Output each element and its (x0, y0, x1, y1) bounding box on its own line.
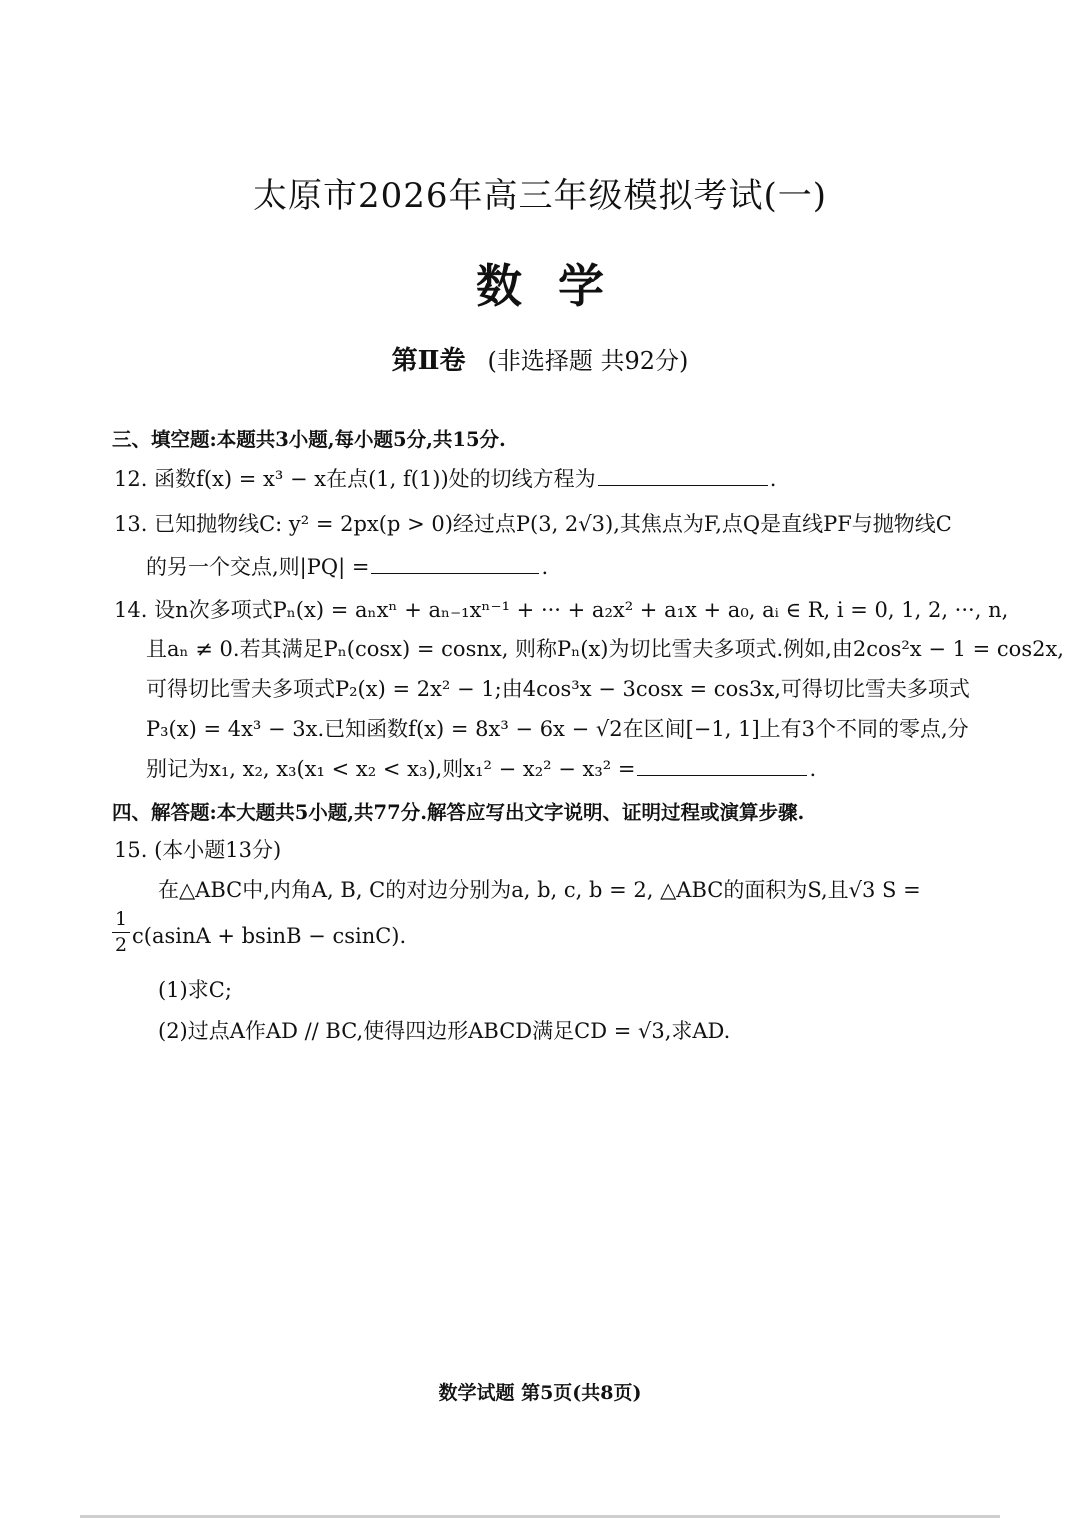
part-label: 第Ⅱ卷 (391, 346, 466, 376)
question-14-line-4: P₃(x) = 4x³ − 3x.已知函数f(x) = 8x³ − 6x − √2在区间[−1, 1]上有3个不同的零点,分 (146, 717, 969, 741)
fraction-bar (112, 932, 130, 933)
fraction-denominator: 2 (114, 934, 128, 956)
answer-blank-13 (371, 572, 539, 574)
answer-blank-12 (598, 484, 768, 486)
question-14-line-5 (146, 753, 816, 783)
question-14-text: 别记为x₁, x₂, x₃(x₁ < x₂ < x₃),则x₁² − x₂² − x₃² = (146, 757, 636, 781)
question-15-line-1: 在△ABC中,内角A, B, C的对边分别为a, b, c, b = 2, △ABC的面积为S,且√3 S = (158, 878, 921, 902)
answer-blank-14 (637, 774, 807, 776)
question-13-end: . (541, 555, 549, 579)
question-13-line-1: 13. 已知抛物线C: y² = 2px(p > 0)经过点P(3, 2√3),其焦点为F,点Q是直线PF与抛物线C (114, 512, 952, 536)
question-13-line-2 (146, 551, 548, 581)
question-14-line-1: 14. 设n次多项式Pₙ(x) = aₙxⁿ + aₙ₋₁xⁿ⁻¹ + ··· + a₂x² + a₁x + a₀, aᵢ ∈ R, i = 0, 1, 2, ···, n, (114, 598, 1009, 622)
question-14-line-2: 且aₙ ≠ 0.若其满足Pₙ(cosx) = cosnx, 则称Pₙ(x)为切比雪夫多项式.例如,由2cos²x − 1 = cos2x, (146, 637, 1064, 661)
section-3-heading: 三、填空题:本题共3小题,每小题5分,共15分. (112, 428, 506, 451)
section-4-heading: 四、解答题:本大题共5小题,共77分.解答应写出文字说明、证明过程或演算步骤. (112, 801, 805, 824)
part-heading (0, 340, 1080, 377)
question-15-part-2: (2)过点A作AD // BC,使得四边形ABCD满足CD = √3,求AD. (158, 1019, 731, 1043)
fraction-numerator: 1 (114, 908, 128, 930)
question-14-end: . (809, 757, 817, 781)
question-12-text: 12. 函数f(x) = x³ − x在点(1, f(1))处的切线方程为 (114, 467, 596, 491)
part-note: (非选择题 共92分) (487, 347, 689, 375)
question-13-text: 的另一个交点,则|PQ| = (146, 555, 370, 579)
question-15-title: 15. (本小题13分) (114, 838, 282, 862)
question-15-line-2: c(asinA + bsinB − csinC). (132, 924, 407, 948)
question-12-end: . (769, 467, 777, 491)
subject-title: 数学 (476, 259, 640, 313)
exam-title: 太原市2026年高三年级模拟考试(一) (252, 176, 828, 216)
fraction-one-half (112, 910, 130, 955)
question-15-part-1: (1)求C; (158, 978, 232, 1002)
question-12 (114, 463, 776, 493)
question-14-line-3: 可得切比雪夫多项式P₂(x) = 2x² − 1;由4cos³x − 3cosx = cos3x,可得切比雪夫多项式 (146, 677, 970, 701)
scan-edge-divider (80, 1515, 1000, 1518)
page-footer: 数学试题 第5页(共8页) (438, 1382, 642, 1404)
